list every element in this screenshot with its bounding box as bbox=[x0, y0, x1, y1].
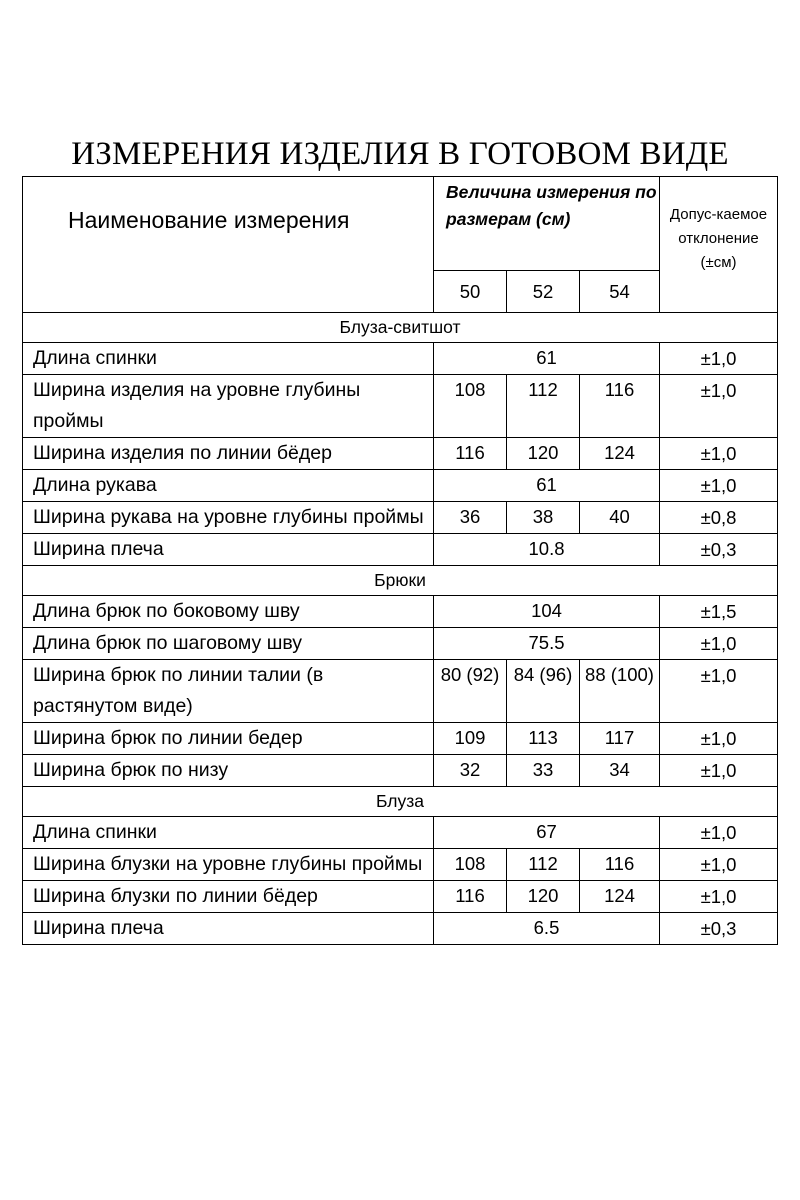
section-header-row bbox=[23, 787, 778, 817]
measurement-value-size-52: 113 bbox=[507, 723, 580, 755]
measurement-name: Длина рукава bbox=[23, 470, 434, 502]
measurement-value-size-50: 108 bbox=[434, 849, 507, 881]
measurement-value-size-54: 116 bbox=[580, 375, 660, 438]
measurement-value-all-sizes: 75.5 bbox=[434, 628, 660, 660]
measurement-name: Ширина плеча bbox=[23, 534, 434, 566]
measurement-name: Длина спинки bbox=[23, 343, 434, 375]
measurement-value-size-50: 80 (92) bbox=[434, 660, 507, 723]
tolerance-value: ±1,0 bbox=[660, 438, 778, 470]
measurement-value-size-54: 88 (100) bbox=[580, 660, 660, 723]
measurement-value-all-sizes: 6.5 bbox=[434, 913, 660, 945]
measurement-name: Ширина блузки по линии бёдер bbox=[23, 881, 434, 913]
measurement-value-size-50: 116 bbox=[434, 438, 507, 470]
measurement-value-all-sizes: 61 bbox=[434, 470, 660, 502]
table-row bbox=[23, 375, 778, 438]
measurement-name: Ширина брюк по линии талии (в растянутом виде) bbox=[23, 660, 434, 723]
name-column-header: Наименование измерения bbox=[23, 177, 434, 313]
section-title: Блуза bbox=[23, 787, 778, 817]
measurement-name: Ширина изделия по линии бёдер bbox=[23, 438, 434, 470]
measurement-value-all-sizes: 67 bbox=[434, 817, 660, 849]
measurement-name: Ширина брюк по линии бедер bbox=[23, 723, 434, 755]
table-row bbox=[23, 817, 778, 849]
table-row bbox=[23, 755, 778, 787]
page-title: ИЗМЕРЕНИЯ ИЗДЕЛИЯ В ГОТОВОМ ВИДЕ bbox=[71, 136, 729, 172]
measurement-value-size-50: 109 bbox=[434, 723, 507, 755]
tolerance-value: ±1,0 bbox=[660, 628, 778, 660]
tolerance-value: ±1,5 bbox=[660, 596, 778, 628]
measurement-value-size-54: 124 bbox=[580, 438, 660, 470]
measurement-value-size-54: 40 bbox=[580, 502, 660, 534]
size-header-52: 52 bbox=[507, 271, 580, 313]
measurement-name: Длина брюк по шаговому шву bbox=[23, 628, 434, 660]
measurement-value-size-52: 120 bbox=[507, 438, 580, 470]
table-row bbox=[23, 470, 778, 502]
measurement-name: Ширина рукава на уровне глубины проймы bbox=[23, 502, 434, 534]
measurements-table bbox=[22, 176, 778, 945]
table-row bbox=[23, 660, 778, 723]
measurement-value-size-52: 33 bbox=[507, 755, 580, 787]
section-header-row bbox=[23, 566, 778, 596]
table-row bbox=[23, 343, 778, 375]
measurement-name: Ширина блузки на уровне глубины проймы bbox=[23, 849, 434, 881]
measurement-name: Ширина брюк по низу bbox=[23, 755, 434, 787]
table-row bbox=[23, 723, 778, 755]
table-row bbox=[23, 628, 778, 660]
measurement-value-size-50: 116 bbox=[434, 881, 507, 913]
measurement-value-all-sizes: 10.8 bbox=[434, 534, 660, 566]
tolerance-value: ±1,0 bbox=[660, 660, 778, 723]
table-row bbox=[23, 438, 778, 470]
section-header-row bbox=[23, 313, 778, 343]
measurement-name: Длина брюк по боковому шву bbox=[23, 596, 434, 628]
measurement-value-size-50: 36 bbox=[434, 502, 507, 534]
tolerance-column-header: Допус-каемое отклонение (±см) bbox=[660, 177, 778, 313]
section-title: Брюки bbox=[23, 566, 778, 596]
measurement-value-size-52: 112 bbox=[507, 375, 580, 438]
table-row bbox=[23, 502, 778, 534]
header-row bbox=[23, 177, 778, 271]
size-header-50: 50 bbox=[434, 271, 507, 313]
measurement-value-all-sizes: 61 bbox=[434, 343, 660, 375]
table-row bbox=[23, 913, 778, 945]
tolerance-value: ±1,0 bbox=[660, 755, 778, 787]
table-row bbox=[23, 596, 778, 628]
tolerance-value: ±1,0 bbox=[660, 723, 778, 755]
tolerance-value: ±1,0 bbox=[660, 343, 778, 375]
tolerance-value: ±1,0 bbox=[660, 849, 778, 881]
measurement-value-size-54: 116 bbox=[580, 849, 660, 881]
measurement-name: Ширина плеча bbox=[23, 913, 434, 945]
measurement-value-size-54: 34 bbox=[580, 755, 660, 787]
tolerance-value: ±1,0 bbox=[660, 881, 778, 913]
measurement-value-size-54: 117 bbox=[580, 723, 660, 755]
section-title: Блуза-свитшот bbox=[23, 313, 778, 343]
measurement-value-size-52: 112 bbox=[507, 849, 580, 881]
table-row bbox=[23, 849, 778, 881]
tolerance-value: ±1,0 bbox=[660, 470, 778, 502]
tolerance-value: ±1,0 bbox=[660, 817, 778, 849]
measurement-name: Ширина изделия на уровне глубины проймы bbox=[23, 375, 434, 438]
measurement-value-size-50: 32 bbox=[434, 755, 507, 787]
measurement-value-size-52: 120 bbox=[507, 881, 580, 913]
table-row bbox=[23, 534, 778, 566]
tolerance-value: ±0,8 bbox=[660, 502, 778, 534]
measurement-value-size-54: 124 bbox=[580, 881, 660, 913]
size-header-54: 54 bbox=[580, 271, 660, 313]
measurement-name: Длина спинки bbox=[23, 817, 434, 849]
measurement-value-all-sizes: 104 bbox=[434, 596, 660, 628]
tolerance-value: ±0,3 bbox=[660, 534, 778, 566]
tolerance-value: ±0,3 bbox=[660, 913, 778, 945]
tolerance-value: ±1,0 bbox=[660, 375, 778, 438]
measurement-value-size-52: 38 bbox=[507, 502, 580, 534]
value-column-header: Величина измерения по размерам (см) bbox=[434, 177, 660, 271]
measurement-value-size-52: 84 (96) bbox=[507, 660, 580, 723]
measurement-value-size-50: 108 bbox=[434, 375, 507, 438]
table-row bbox=[23, 881, 778, 913]
